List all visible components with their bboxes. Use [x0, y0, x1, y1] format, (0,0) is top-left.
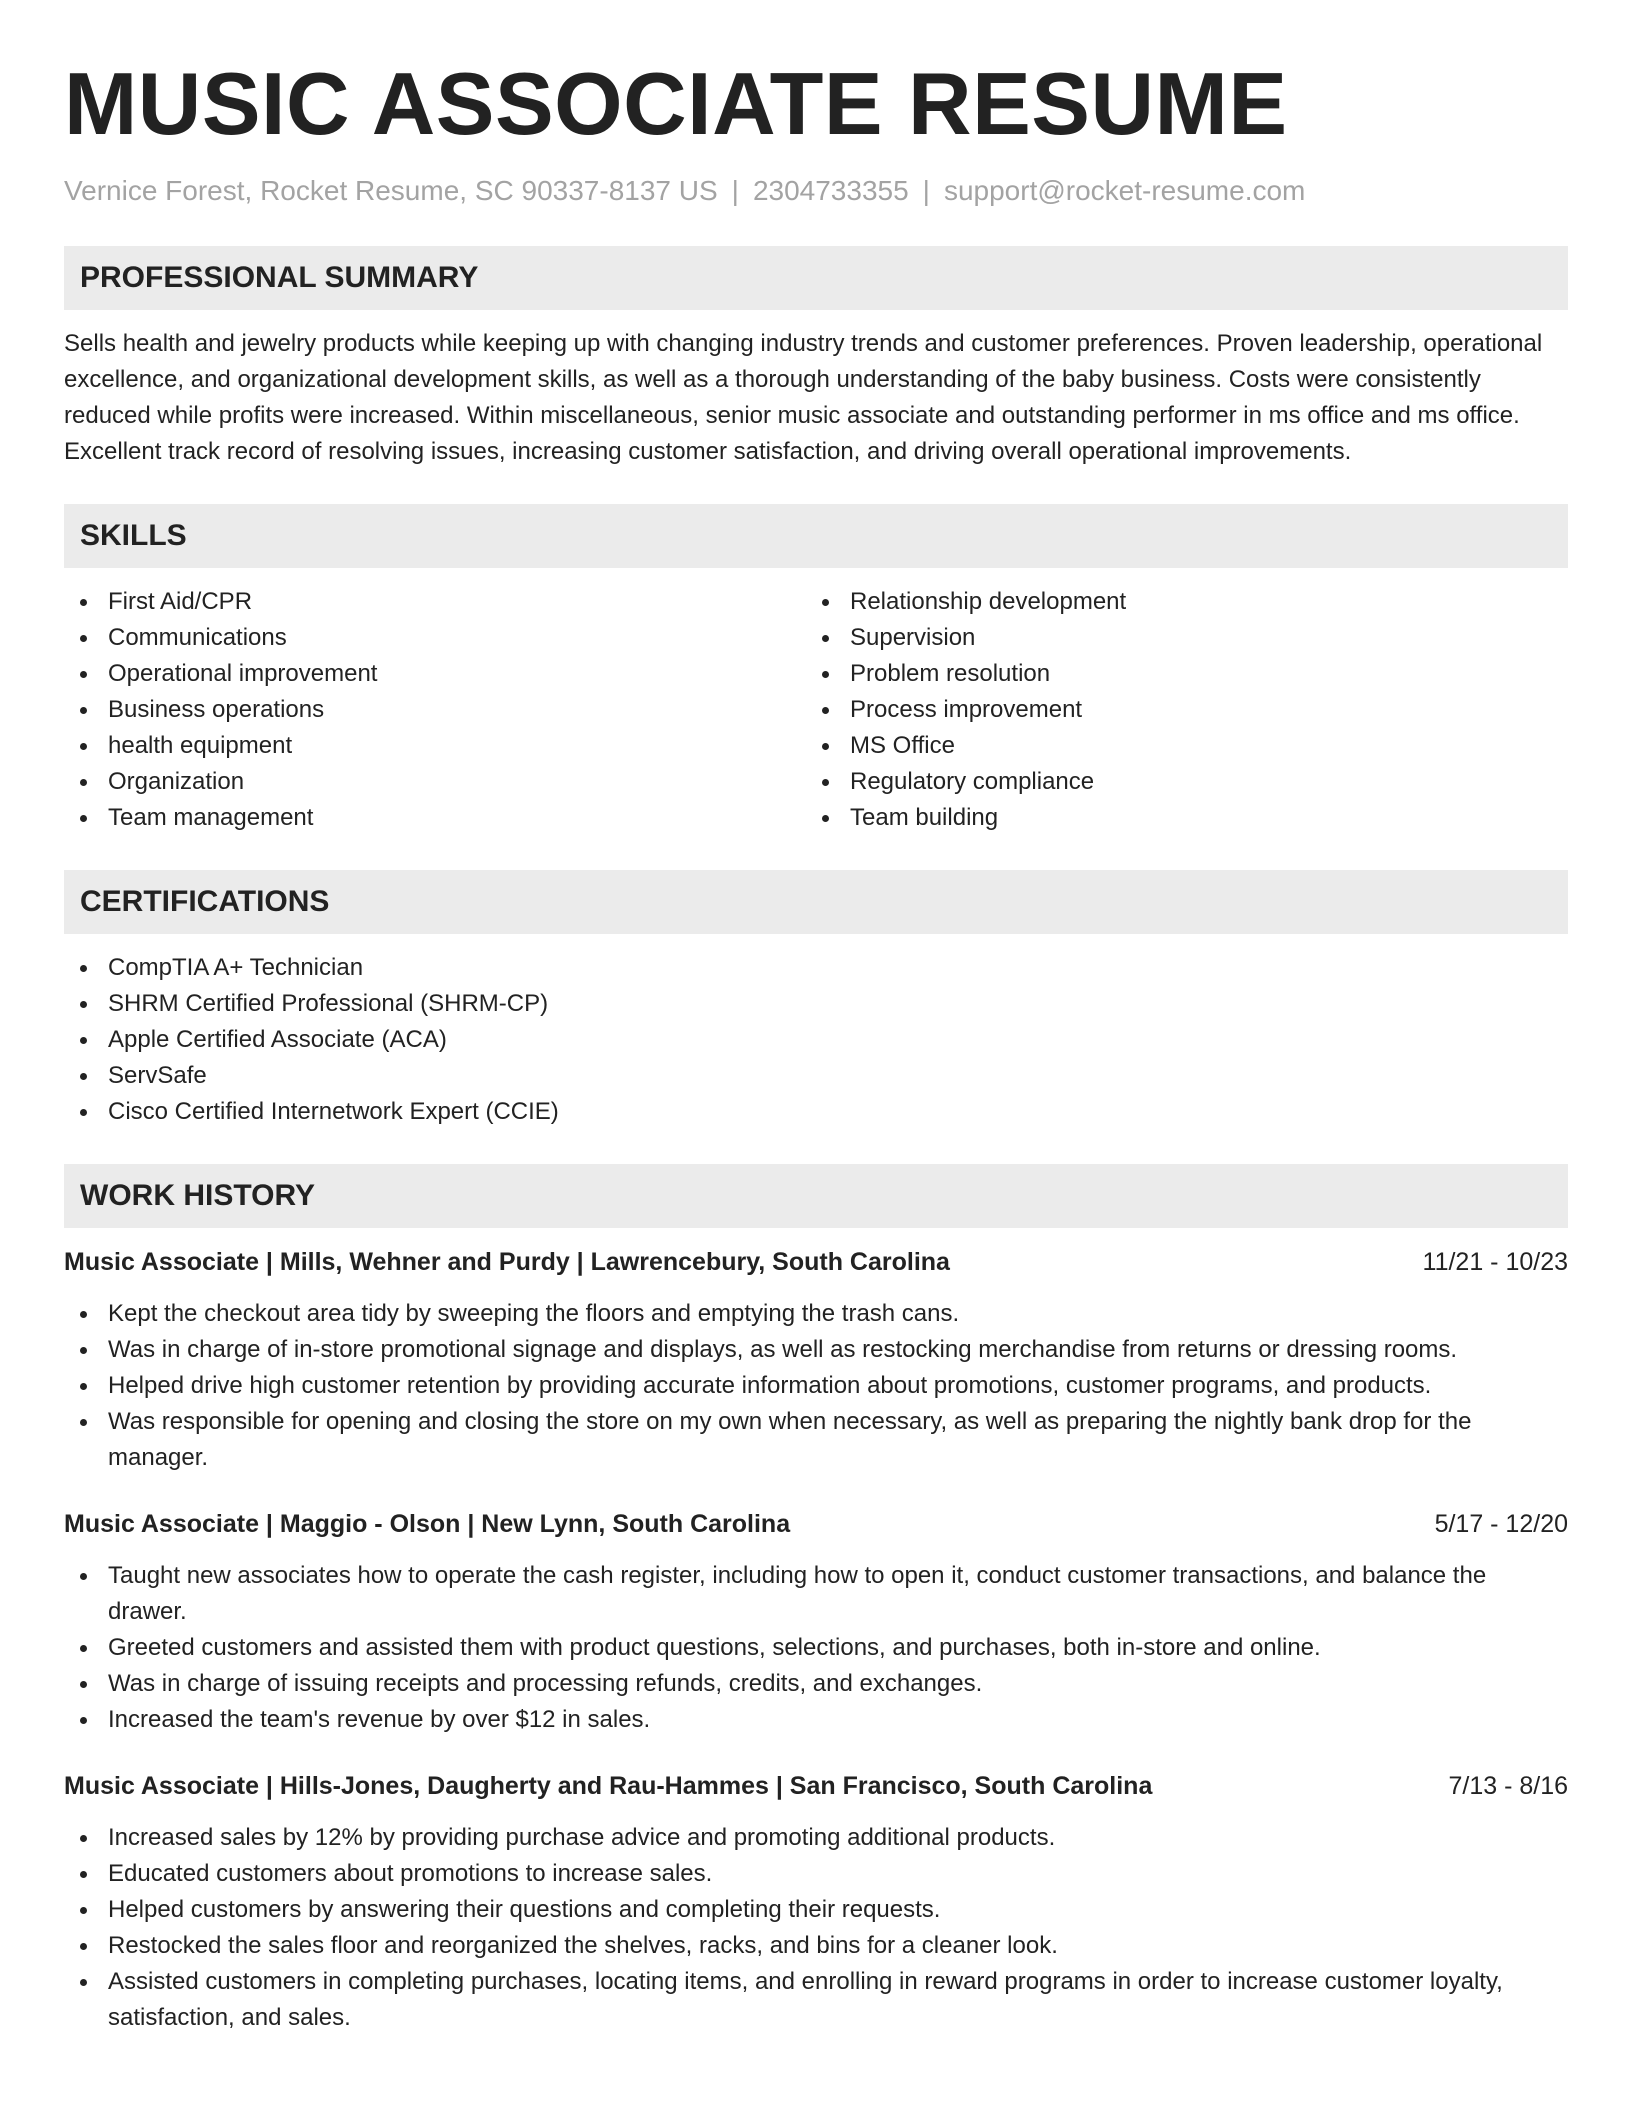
resume-title: MUSIC ASSOCIATE RESUME: [64, 54, 1288, 153]
contact-line: [64, 174, 1568, 208]
contact-email: support@rocket-resume.com: [943, 175, 1306, 206]
job-bullet: Increased the team's revenue by over $12 in sales.: [64, 1702, 1568, 1738]
contact-address: Vernice Forest, Rocket Resume, SC 90337-8137 US: [64, 175, 718, 206]
skill-item: Communications: [64, 620, 806, 656]
skill-item: Process improvement: [806, 692, 1548, 728]
job-header: [64, 1506, 1568, 1542]
job-bullet: Assisted customers in completing purchases, locating items, and enrolling in reward programs in order to increase customer loyalty, satisfaction, and sales.: [64, 1964, 1568, 2036]
skill-item: Relationship development: [806, 584, 1548, 620]
job-bullet: Helped customers by answering their questions and completing their requests.: [64, 1892, 1568, 1928]
skill-item: Organization: [64, 764, 806, 800]
job-dates: 7/13 - 8/16: [1448, 1772, 1568, 1800]
certifications-list: [64, 950, 1568, 1130]
skills-column-right: [806, 584, 1548, 836]
skills-list: [64, 584, 1568, 836]
contact-separator: |: [922, 175, 930, 206]
work-history-heading: WORK HISTORY: [64, 1164, 1568, 1228]
job-bullet: Was in charge of in-store promotional signage and displays, as well as restocking merchandise from returns or dressing rooms.: [64, 1332, 1568, 1368]
job-bullet: Helped drive high customer retention by providing accurate information about promotions, customer programs, and products.: [64, 1368, 1568, 1404]
skills-column-left: [64, 584, 806, 836]
certification-item: Apple Certified Associate (ACA): [64, 1022, 1568, 1058]
job-header: [64, 1768, 1568, 1804]
summary-text: Sells health and jewelry products while keeping up with changing industry trends and customer preferences. Proven leadership, operational excellence, and organizational development skills, as well as a thorough understanding of the baby business. Costs were consistently reduced while profits were increased. Within miscellaneous, senior music associate and outstanding performer in ms office and ms office. Excellent track record of resolving issues, increasing customer satisfaction, and driving overall operational improvements.: [64, 330, 1543, 465]
contact-separator: |: [731, 175, 739, 206]
certifications-heading: CERTIFICATIONS: [64, 870, 1568, 934]
job-title: Music Associate | Mills, Wehner and Purdy | Lawrencebury, South Carolina: [64, 1248, 950, 1276]
job-bullet: Was responsible for opening and closing the store on my own when necessary, as well as preparing the nightly bank drop for the manager.: [64, 1404, 1568, 1476]
resume-page: [64, 0, 1568, 2036]
job-bullet: Educated customers about promotions to increase sales.: [64, 1856, 1568, 1892]
job-title: Music Associate | Maggio - Olson | New Lynn, South Carolina: [64, 1510, 791, 1538]
job-entry: [64, 1768, 1568, 2036]
job-bullets: [64, 1296, 1568, 1476]
skill-item: Team building: [806, 800, 1548, 836]
job-entry: [64, 1244, 1568, 1476]
skill-item: Operational improvement: [64, 656, 806, 692]
skill-item: Business operations: [64, 692, 806, 728]
job-header: [64, 1244, 1568, 1280]
job-bullets: [64, 1558, 1568, 1738]
certification-item: Cisco Certified Internetwork Expert (CCIE): [64, 1094, 1568, 1130]
skills-heading: SKILLS: [64, 504, 1568, 568]
job-entry: [64, 1506, 1568, 1738]
summary-heading: PROFESSIONAL SUMMARY: [64, 246, 1568, 310]
job-bullet: Taught new associates how to operate the cash register, including how to open it, conduct customer transactions, and balance the drawer.: [64, 1558, 1568, 1630]
skill-item: Supervision: [806, 620, 1548, 656]
job-title: Music Associate | Hills-Jones, Daugherty and Rau-Hammes | San Francisco, South Carolina: [64, 1772, 1153, 1800]
job-bullet: Restocked the sales floor and reorganized the shelves, racks, and bins for a cleaner look.: [64, 1928, 1568, 1964]
job-bullet: Kept the checkout area tidy by sweeping the floors and emptying the trash cans.: [64, 1296, 1568, 1332]
job-dates: 11/21 - 10/23: [1422, 1248, 1568, 1276]
certification-item: SHRM Certified Professional (SHRM-CP): [64, 986, 1568, 1022]
certification-item: CompTIA A+ Technician: [64, 950, 1568, 986]
contact-phone: 2304733355: [752, 175, 909, 206]
job-bullets: [64, 1820, 1568, 2036]
skill-item: First Aid/CPR: [64, 584, 806, 620]
certification-item: ServSafe: [64, 1058, 1568, 1094]
job-bullet: Greeted customers and assisted them with product questions, selections, and purchases, both in-store and online.: [64, 1630, 1568, 1666]
skill-item: Team management: [64, 800, 806, 836]
skill-item: Problem resolution: [806, 656, 1548, 692]
skill-item: Regulatory compliance: [806, 764, 1548, 800]
skill-item: health equipment: [64, 728, 806, 764]
job-bullet: Was in charge of issuing receipts and processing refunds, credits, and exchanges.: [64, 1666, 1568, 1702]
job-dates: 5/17 - 12/20: [1434, 1510, 1568, 1538]
job-bullet: Increased sales by 12% by providing purchase advice and promoting additional products.: [64, 1820, 1568, 1856]
skill-item: MS Office: [806, 728, 1548, 764]
